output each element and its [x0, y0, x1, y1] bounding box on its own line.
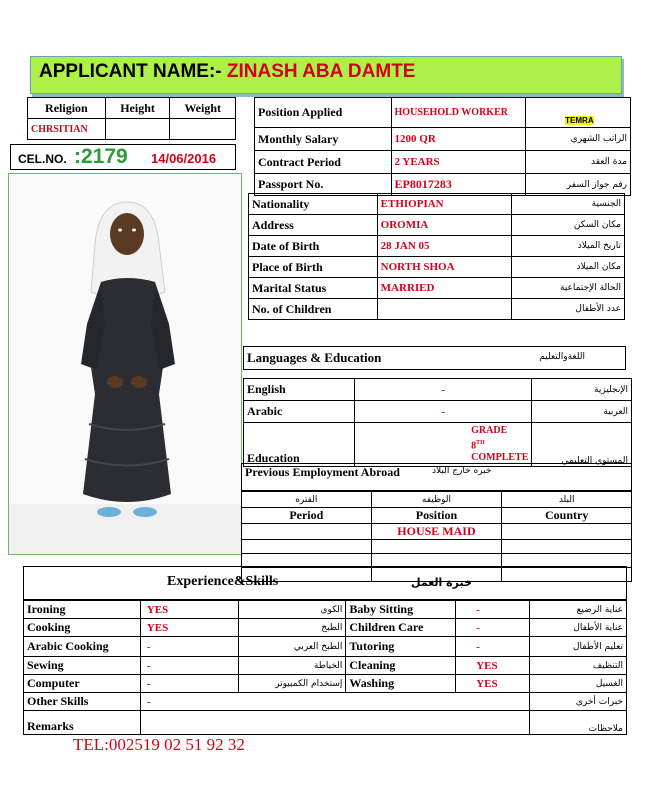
- passport-label: Passport No.: [255, 174, 392, 196]
- religion-label: Religion: [28, 98, 106, 119]
- table-row: [244, 379, 632, 401]
- arabic-cooking-label: Arabic Cooking: [24, 637, 141, 657]
- tutoring-label: Tutoring: [346, 637, 456, 657]
- table-row: [242, 508, 632, 524]
- english-value: -: [355, 379, 532, 401]
- children-label: No. of Children: [249, 299, 378, 320]
- languages-section-title: [243, 346, 626, 370]
- monthly-salary-label: Monthly Salary: [255, 128, 392, 151]
- other-skills-label: Other Skills: [24, 693, 141, 711]
- address-label: Address: [249, 215, 378, 236]
- period-ar: الفتره: [242, 492, 372, 508]
- place-of-birth-label: Place of Birth: [249, 257, 378, 278]
- place-of-birth-value: NORTH SHOA: [377, 257, 512, 278]
- arabic-cooking-value: -: [140, 637, 238, 657]
- table-row: [24, 711, 627, 735]
- passport-value: EP8017283: [391, 174, 526, 196]
- country-label: Country: [502, 508, 632, 524]
- monthly-salary-ar: الراتب الشهري: [526, 128, 631, 151]
- children-value: [377, 299, 512, 320]
- religion-value: CHRSITIAN: [28, 119, 106, 140]
- dob-value: 28 JAN 05: [377, 236, 512, 257]
- cel-date: 14/06/2016: [151, 151, 217, 166]
- sewing-ar: الخياطة: [238, 657, 346, 675]
- applicant-name: ZINASH ABA DAMTE: [226, 61, 416, 82]
- table-row: [24, 675, 627, 693]
- remarks-value: [140, 711, 529, 735]
- children-care-label: Children Care: [346, 619, 456, 637]
- arabic-value: -: [355, 401, 532, 423]
- nationality-value: ETHIOPIAN: [377, 194, 512, 215]
- table-row: [242, 492, 632, 508]
- computer-ar: إستخدام الكمبيوتر: [238, 675, 346, 693]
- table-row: [249, 299, 625, 320]
- computer-label: Computer: [24, 675, 141, 693]
- height-value: [105, 119, 170, 140]
- cel-no-colon: :: [74, 145, 81, 168]
- employment-title-box: [241, 463, 632, 491]
- education-line1: GRADE: [471, 424, 508, 436]
- place-of-birth-ar: مكان الميلاد: [512, 257, 625, 278]
- sewing-label: Sewing: [24, 657, 141, 675]
- baby-sitting-ar: عناية الرضيع: [530, 601, 627, 619]
- table-row: [255, 128, 631, 151]
- monthly-salary-value: 1200 QR: [391, 128, 526, 151]
- row1-position: HOUSE MAID: [371, 524, 502, 540]
- marital-status-value: MARRIED: [377, 278, 512, 299]
- education-line3: COMPLETE: [471, 452, 529, 464]
- employment-title: Previous Employment Abroad: [245, 465, 400, 479]
- applicant-photo: [8, 173, 242, 555]
- cel-no-box: [10, 144, 236, 170]
- weight-label: Weight: [170, 98, 236, 119]
- table-row: [255, 151, 631, 174]
- row1-period: [242, 524, 372, 540]
- table-row: [24, 693, 627, 711]
- contract-period-value: 2 YEARS: [391, 151, 526, 174]
- height-label: Height: [105, 98, 170, 119]
- education-grade-number: 8: [471, 440, 477, 452]
- tutoring-value: -: [456, 637, 530, 657]
- english-label: English: [244, 379, 355, 401]
- table-row: [255, 98, 631, 128]
- contract-period-ar: مدة العقد: [526, 151, 631, 174]
- cel-no-number: 2179: [81, 145, 128, 168]
- sewing-value: -: [140, 657, 238, 675]
- cleaning-label: Cleaning: [346, 657, 456, 675]
- children-care-ar: عناية الأطفال: [530, 619, 627, 637]
- washing-ar: الغسيل: [530, 675, 627, 693]
- applicant-header: [30, 56, 622, 94]
- cooking-label: Cooking: [24, 619, 141, 637]
- position-applied-label: Position Applied: [255, 98, 392, 128]
- position-ar: الوظيفه: [371, 492, 502, 508]
- weight-value: [170, 119, 236, 140]
- table-row: [244, 423, 632, 467]
- other-skills-value: -: [140, 693, 529, 711]
- tutoring-ar: تعليم الأطفال: [530, 637, 627, 657]
- children-care-value: -: [456, 619, 530, 637]
- country-ar: البلد: [502, 492, 632, 508]
- cleaning-ar: التنظيف: [530, 657, 627, 675]
- cel-no-label: CEL.NO.: [18, 152, 67, 166]
- languages-title-ar: اللغةوالتعليم: [539, 352, 585, 362]
- nationality-ar: الجنسية: [512, 194, 625, 215]
- cooking-ar: الطبخ: [238, 619, 346, 637]
- contract-period-label: Contract Period: [255, 151, 392, 174]
- baby-sitting-value: -: [456, 601, 530, 619]
- position-table: [254, 97, 631, 196]
- education-value: [355, 423, 532, 467]
- marital-status-ar: الحالة الإجتماعية: [512, 278, 625, 299]
- basic-info-table: [27, 97, 236, 140]
- table-row: [244, 401, 632, 423]
- dob-ar: تاريخ الميلاد: [512, 236, 625, 257]
- remarks-ar: ملاحظات: [530, 711, 627, 735]
- marital-status-label: Marital Status: [249, 278, 378, 299]
- remarks-label: Remarks: [24, 711, 141, 735]
- table-row: [24, 601, 627, 619]
- table-row: [249, 194, 625, 215]
- applicant-name-line: [39, 61, 415, 83]
- footer-tel: TEL:002519 02 51 92 32: [73, 735, 245, 754]
- languages-title: Languages & Education: [247, 350, 382, 365]
- skills-title-box: [23, 566, 627, 600]
- employment-title-ar: خبره خارج البلاد: [432, 466, 492, 476]
- arabic-label: Arabic: [244, 401, 355, 423]
- skills-title-ar: خبرة العمل: [411, 576, 472, 589]
- table-row: [249, 236, 625, 257]
- applicant-name-label: APPLICANT NAME:-: [39, 61, 222, 82]
- table-row: [24, 657, 627, 675]
- address-value: OROMIA: [377, 215, 512, 236]
- ironing-value: YES: [140, 601, 238, 619]
- arabic-cooking-ar: الطبخ العربي: [238, 637, 346, 657]
- education-label: Education: [244, 423, 355, 467]
- table-row: [242, 524, 632, 540]
- baby-sitting-label: Baby Sitting: [346, 601, 456, 619]
- cooking-value: YES: [140, 619, 238, 637]
- ironing-label: Ironing: [24, 601, 141, 619]
- children-ar: عدد الأطفال: [512, 299, 625, 320]
- ironing-ar: الكوي: [238, 601, 346, 619]
- personal-table: [248, 193, 625, 320]
- position-label: Position: [371, 508, 502, 524]
- dob-label: Date of Birth: [249, 236, 378, 257]
- table-row: [249, 215, 625, 236]
- period-label: Period: [242, 508, 372, 524]
- education-ar: المستوى التعليمي: [532, 423, 632, 467]
- arabic-ar: العربية: [532, 401, 632, 423]
- other-skills-ar: خبرات أخرى: [530, 693, 627, 711]
- education-grade-sup: TH: [476, 439, 485, 446]
- table-row: [24, 619, 627, 637]
- cleaning-value: YES: [456, 657, 530, 675]
- table-row: [242, 540, 632, 554]
- table-row: [24, 637, 627, 657]
- washing-label: Washing: [346, 675, 456, 693]
- table-row: [249, 257, 625, 278]
- position-applied-value: HOUSEHOLD WORKER: [391, 98, 526, 128]
- skills-title: Experience&Skills: [167, 574, 279, 589]
- computer-value: -: [140, 675, 238, 693]
- position-extra-badge: TEMRA: [565, 116, 594, 125]
- passport-ar: رقم جواز السفر: [526, 174, 631, 196]
- skills-table: [23, 600, 627, 735]
- table-row: [249, 278, 625, 299]
- washing-value: YES: [456, 675, 530, 693]
- nationality-label: Nationality: [249, 194, 378, 215]
- row1-country: [502, 524, 632, 540]
- applicant-photo-figure: [9, 174, 241, 554]
- address-ar: مكان السكن: [512, 215, 625, 236]
- education-line2: [471, 437, 528, 452]
- english-ar: الإنجليزية: [532, 379, 632, 401]
- position-extra-cell: [526, 98, 631, 128]
- languages-table: [243, 378, 632, 467]
